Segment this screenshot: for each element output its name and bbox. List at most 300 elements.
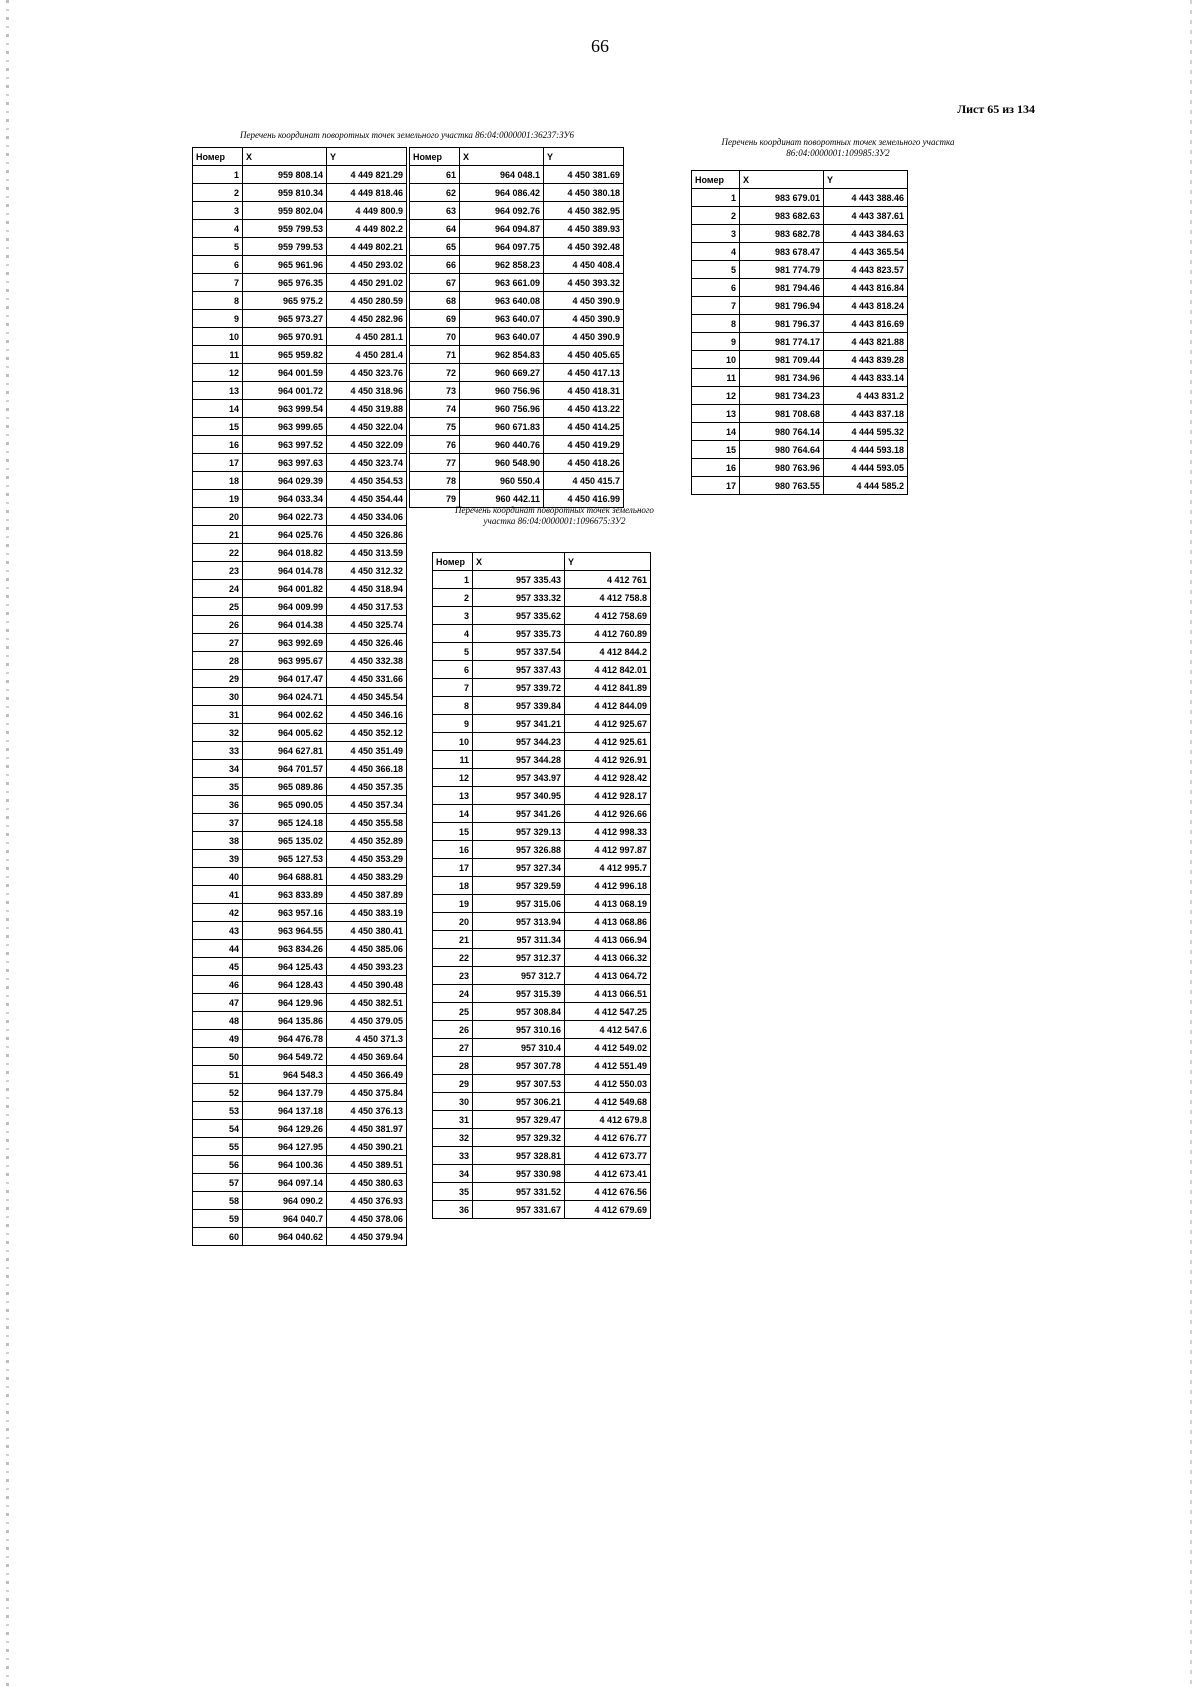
cell-y: 4 443 831.2 [824,387,908,405]
cell-x: 983 682.78 [740,225,824,243]
table-row [433,787,651,805]
cell-y: 4 450 381.69 [544,166,624,184]
cell-x: 957 310.4 [473,1039,565,1057]
cell-x: 981 774.79 [740,261,824,279]
cell-number: 44 [193,940,243,958]
cell-number: 47 [193,994,243,1012]
cell-x: 965 970.91 [243,328,327,346]
table-row [433,1129,651,1147]
header-number: Номер [692,171,740,189]
cell-number: 15 [692,441,740,459]
table-row [692,189,908,207]
cell-x: 964 033.34 [243,490,327,508]
cell-y: 4 413 066.94 [565,931,651,949]
cell-y: 4 450 382.51 [327,994,407,1012]
cell-y: 4 450 390.9 [544,310,624,328]
cell-number: 77 [410,454,460,472]
cell-y: 4 450 351.49 [327,742,407,760]
cell-number: 32 [193,724,243,742]
table-row [193,850,407,868]
cell-x: 957 307.78 [473,1057,565,1075]
cell-y: 4 412 551.49 [565,1057,651,1075]
table-row [410,202,624,220]
table-row [193,382,407,400]
cell-number: 28 [193,652,243,670]
table-row [433,985,651,1003]
table-row [193,940,407,958]
cell-number: 75 [410,418,460,436]
cell-number: 17 [193,454,243,472]
table-row [193,1192,407,1210]
cell-y: 4 450 354.53 [327,472,407,490]
table-row [433,607,651,625]
cell-x: 964 025.76 [243,526,327,544]
table-row [193,202,407,220]
cell-y: 4 412 547.6 [565,1021,651,1039]
cell-y: 4 450 379.94 [327,1228,407,1246]
cell-x: 964 701.57 [243,760,327,778]
header-x: X [460,148,544,166]
table-row [193,346,407,364]
cell-x: 963 834.26 [243,940,327,958]
table-row [193,742,407,760]
cell-y: 4 450 380.41 [327,922,407,940]
cell-y: 4 450 381.97 [327,1120,407,1138]
table-row [433,1003,651,1021]
cell-number: 55 [193,1138,243,1156]
cell-number: 12 [193,364,243,382]
cell-number: 35 [433,1183,473,1201]
cell-number: 37 [193,814,243,832]
cell-number: 8 [692,315,740,333]
cell-number: 20 [193,508,243,526]
cell-number: 48 [193,1012,243,1030]
cell-y: 4 443 823.57 [824,261,908,279]
cell-y: 4 450 366.49 [327,1066,407,1084]
cell-number: 24 [193,580,243,598]
cell-y: 4 450 390.9 [544,292,624,310]
table-row [193,1066,407,1084]
cell-number: 79 [410,490,460,508]
table-row [193,544,407,562]
table-row [692,369,908,387]
table-row [193,580,407,598]
cell-number: 63 [410,202,460,220]
cell-number: 13 [692,405,740,423]
cell-x: 965 973.27 [243,310,327,328]
cell-number: 6 [433,661,473,679]
cell-x: 964 001.59 [243,364,327,382]
cell-x: 964 129.96 [243,994,327,1012]
cell-y: 4 450 376.93 [327,1192,407,1210]
cell-x: 964 135.86 [243,1012,327,1030]
table-row [193,1138,407,1156]
cell-y: 4 450 293.02 [327,256,407,274]
cell-number: 5 [692,261,740,279]
table-row [692,261,908,279]
cell-number: 17 [433,859,473,877]
cell-x: 957 335.43 [473,571,565,589]
cell-x: 959 810.34 [243,184,327,202]
cell-number: 13 [433,787,473,805]
table-row [193,364,407,382]
cell-number: 1 [433,571,473,589]
cell-y: 4 450 383.19 [327,904,407,922]
cell-number: 56 [193,1156,243,1174]
cell-y: 4 450 390.21 [327,1138,407,1156]
table-row [193,886,407,904]
cell-number: 50 [193,1048,243,1066]
cell-y: 4 443 388.46 [824,189,908,207]
cell-number: 28 [433,1057,473,1075]
cell-y: 4 450 355.58 [327,814,407,832]
table-row [193,490,407,508]
cell-y: 4 412 761 [565,571,651,589]
cell-x: 957 337.54 [473,643,565,661]
table-row [193,166,407,184]
table-row [433,1075,651,1093]
cell-number: 27 [433,1039,473,1057]
cell-y: 4 450 357.34 [327,796,407,814]
cell-y: 4 450 390.9 [544,328,624,346]
cell-x: 957 331.67 [473,1201,565,1219]
cell-number: 5 [433,643,473,661]
table-row [193,1102,407,1120]
cell-number: 49 [193,1030,243,1048]
cell-y: 4 413 066.32 [565,949,651,967]
cell-x: 963 957.16 [243,904,327,922]
cell-y: 4 443 833.14 [824,369,908,387]
cell-x: 960 440.76 [460,436,544,454]
table-row [692,441,908,459]
cell-number: 21 [433,931,473,949]
cell-x: 964 549.72 [243,1048,327,1066]
cell-x: 983 678.47 [740,243,824,261]
header-x: X [473,553,565,571]
table-row [433,733,651,751]
cell-y: 4 450 392.48 [544,238,624,256]
cell-number: 8 [193,292,243,310]
cell-number: 34 [433,1165,473,1183]
cell-number: 8 [433,697,473,715]
cell-y: 4 412 676.77 [565,1129,651,1147]
cell-number: 23 [193,562,243,580]
table-row [193,778,407,796]
cell-y: 4 450 282.96 [327,310,407,328]
cell-x: 963 999.65 [243,418,327,436]
cell-number: 16 [193,436,243,454]
cell-x: 981 734.96 [740,369,824,387]
table-row [433,625,651,643]
cell-number: 31 [193,706,243,724]
cell-x: 957 329.47 [473,1111,565,1129]
cell-y: 4 450 379.05 [327,1012,407,1030]
cell-number: 31 [433,1111,473,1129]
table-row [193,958,407,976]
cell-number: 59 [193,1210,243,1228]
table-row [692,387,908,405]
cell-number: 18 [433,877,473,895]
cell-x: 964 001.82 [243,580,327,598]
cell-number: 13 [193,382,243,400]
cell-x: 963 640.07 [460,310,544,328]
table-header-row [692,171,908,189]
cell-y: 4 450 380.18 [544,184,624,202]
cell-x: 957 310.16 [473,1021,565,1039]
cell-x: 960 669.27 [460,364,544,382]
table-row [433,679,651,697]
cell-y: 4 450 405.65 [544,346,624,364]
cell-y: 4 413 064.72 [565,967,651,985]
cell-x: 964 128.43 [243,976,327,994]
cell-y: 4 450 416.99 [544,490,624,508]
header-y: Y [544,148,624,166]
table-row [193,292,407,310]
cell-number: 41 [193,886,243,904]
coords-table [409,147,624,508]
cell-number: 3 [193,202,243,220]
cell-x: 957 313.94 [473,913,565,931]
cell-x: 957 341.26 [473,805,565,823]
cell-x: 959 799.53 [243,238,327,256]
cell-x: 963 833.89 [243,886,327,904]
cell-y: 4 450 417.13 [544,364,624,382]
table-row [193,562,407,580]
header-x: X [243,148,327,166]
cell-y: 4 450 385.06 [327,940,407,958]
table-row [692,477,908,495]
cell-x: 965 127.53 [243,850,327,868]
cell-number: 5 [193,238,243,256]
cell-x: 980 763.55 [740,477,824,495]
table-row [193,526,407,544]
table-row [433,1147,651,1165]
cell-number: 66 [410,256,460,274]
cell-y: 4 412 760.89 [565,625,651,643]
cell-x: 964 005.62 [243,724,327,742]
cell-x: 964 018.82 [243,544,327,562]
cell-number: 30 [433,1093,473,1111]
cell-y: 4 412 679.69 [565,1201,651,1219]
cell-x: 964 029.39 [243,472,327,490]
cell-y: 4 412 995.7 [565,859,651,877]
table-row [193,1012,407,1030]
cell-x: 962 854.83 [460,346,544,364]
cell-x: 964 014.78 [243,562,327,580]
table-row [193,688,407,706]
table-row [410,418,624,436]
table-row [410,274,624,292]
cell-x: 981 708.68 [740,405,824,423]
cell-number: 11 [193,346,243,364]
cell-number: 68 [410,292,460,310]
table-row [193,634,407,652]
cell-y: 4 450 369.64 [327,1048,407,1066]
table-caption-1096675: Перечень координат поворотных точек земельного участка 86:04:0000001:1096675:ЗУ2 [455,505,654,526]
cell-x: 957 344.23 [473,733,565,751]
cell-y: 4 450 352.12 [327,724,407,742]
cell-number: 11 [692,369,740,387]
cell-x: 957 331.52 [473,1183,565,1201]
table-row [410,364,624,382]
cell-x: 964 125.43 [243,958,327,976]
cell-number: 45 [193,958,243,976]
cell-x: 957 329.32 [473,1129,565,1147]
table-row [193,670,407,688]
table-row [193,274,407,292]
table-row [433,1165,651,1183]
cell-x: 960 671.83 [460,418,544,436]
cell-number: 72 [410,364,460,382]
table-row [433,1039,651,1057]
table-row [410,256,624,274]
header-y: Y [327,148,407,166]
table-row [193,1228,407,1246]
cell-y: 4 450 332.38 [327,652,407,670]
cell-number: 51 [193,1066,243,1084]
cell-number: 70 [410,328,460,346]
table-row [410,328,624,346]
cell-y: 4 450 408.4 [544,256,624,274]
cell-y: 4 450 334.06 [327,508,407,526]
cell-y: 4 450 318.96 [327,382,407,400]
table-row [433,589,651,607]
cell-number: 39 [193,850,243,868]
cell-x: 960 756.96 [460,382,544,400]
table-row [433,805,651,823]
cell-number: 9 [193,310,243,328]
cell-number: 34 [193,760,243,778]
table-row [193,472,407,490]
cell-y: 4 450 319.88 [327,400,407,418]
cell-number: 3 [692,225,740,243]
cell-number: 9 [433,715,473,733]
table-row [193,616,407,634]
cell-x: 957 333.32 [473,589,565,607]
cell-x: 964 097.14 [243,1174,327,1192]
cell-number: 22 [433,949,473,967]
cell-number: 6 [692,279,740,297]
cell-y: 4 444 585.2 [824,477,908,495]
cell-number: 25 [193,598,243,616]
table-row [193,1048,407,1066]
cell-y: 4 412 844.2 [565,643,651,661]
table-row [692,225,908,243]
cell-x: 962 858.23 [460,256,544,274]
table-row [193,760,407,778]
table-row [193,598,407,616]
table-row [433,931,651,949]
table-row [193,652,407,670]
cell-y: 4 450 389.51 [327,1156,407,1174]
cell-x: 960 442.11 [460,490,544,508]
cell-number: 14 [433,805,473,823]
cell-y: 4 443 816.84 [824,279,908,297]
cell-number: 25 [433,1003,473,1021]
cell-y: 4 444 593.18 [824,441,908,459]
table-row [433,751,651,769]
cell-x: 965 124.18 [243,814,327,832]
table-row [193,976,407,994]
cell-x: 963 964.55 [243,922,327,940]
cell-y: 4 450 419.29 [544,436,624,454]
cell-x: 957 337.43 [473,661,565,679]
cell-x: 957 326.88 [473,841,565,859]
table-row [433,715,651,733]
table-row [193,454,407,472]
cell-y: 4 450 357.35 [327,778,407,796]
cell-number: 2 [193,184,243,202]
table-row [433,1201,651,1219]
cell-y: 4 412 547.25 [565,1003,651,1021]
table-row [692,279,908,297]
table-row [410,436,624,454]
cell-number: 29 [433,1075,473,1093]
cell-x: 964 688.81 [243,868,327,886]
cell-y: 4 450 291.02 [327,274,407,292]
table-row [692,459,908,477]
table-row [193,922,407,940]
table-row [433,769,651,787]
cell-number: 33 [193,742,243,760]
cell-number: 1 [193,166,243,184]
cell-number: 7 [692,297,740,315]
table-row [433,967,651,985]
cell-y: 4 449 821.29 [327,166,407,184]
cell-y: 4 443 384.63 [824,225,908,243]
cell-y: 4 449 802.21 [327,238,407,256]
cell-y: 4 450 317.53 [327,598,407,616]
table-row [410,400,624,418]
cell-number: 9 [692,333,740,351]
cell-number: 65 [410,238,460,256]
cell-y: 4 412 928.42 [565,769,651,787]
cell-number: 26 [193,616,243,634]
cell-y: 4 412 842.01 [565,661,651,679]
cell-x: 981 796.94 [740,297,824,315]
cell-number: 20 [433,913,473,931]
cell-x: 964 090.2 [243,1192,327,1210]
table-row [193,994,407,1012]
cell-number: 26 [433,1021,473,1039]
cell-x: 957 315.39 [473,985,565,1003]
cell-number: 11 [433,751,473,769]
table-row [433,1183,651,1201]
table-row [433,1093,651,1111]
cell-number: 58 [193,1192,243,1210]
table-row [692,207,908,225]
cell-x: 957 329.59 [473,877,565,895]
cell-number: 24 [433,985,473,1003]
cell-y: 4 450 415.7 [544,472,624,490]
table-row [193,868,407,886]
cell-number: 57 [193,1174,243,1192]
cell-x: 963 997.52 [243,436,327,454]
cell-x: 965 135.02 [243,832,327,850]
table-row [433,895,651,913]
cell-x: 981 796.37 [740,315,824,333]
cell-y: 4 450 313.59 [327,544,407,562]
table-row [193,508,407,526]
cell-x: 957 308.84 [473,1003,565,1021]
table-row [193,436,407,454]
table-row [433,697,651,715]
table-row [692,423,908,441]
cell-number: 69 [410,310,460,328]
cell-y: 4 450 389.93 [544,220,624,238]
cell-x: 957 312.7 [473,967,565,985]
cell-y: 4 413 068.86 [565,913,651,931]
